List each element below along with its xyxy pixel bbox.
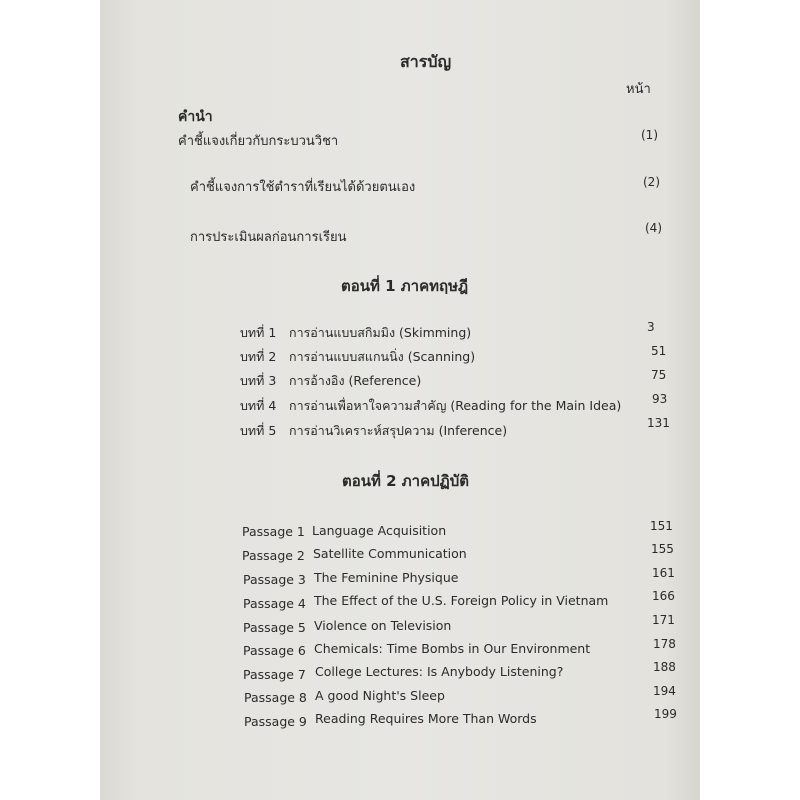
passage-label: Passage 6	[243, 643, 306, 658]
passage-page: 199	[654, 707, 677, 721]
passage-title: Violence on Television	[314, 618, 452, 633]
part1-heading: ตอนที่ 1 ภาคทฤษฎี	[341, 277, 469, 295]
passage-page: 151	[650, 519, 673, 533]
front-matter-title: คำชี้แจงการใช้ตำราที่เรียนได้ด้วยตนเอง	[190, 180, 416, 195]
passage-title: Satellite Communication	[313, 546, 467, 561]
passage-label: Passage 5	[243, 620, 306, 635]
passage-title: Reading Requires More Than Words	[315, 711, 537, 726]
passage-title: A good Night's Sleep	[315, 688, 445, 703]
passage-page: 161	[652, 566, 675, 580]
front-matter-title: คำชี้แจงเกี่ยวกับกระบวนวิชา	[178, 134, 339, 149]
front-matter-page: (1)	[641, 128, 658, 142]
chapter-label: บทที่ 5	[240, 423, 277, 438]
chapter-title: การอ่านแบบสกิมมิง (Skimming)	[289, 325, 472, 340]
passage-label: Passage 3	[243, 572, 306, 587]
page-column-header: หน้า	[626, 82, 651, 97]
passage-label: Passage 7	[243, 667, 306, 682]
foreword-heading: คำนำ	[178, 109, 213, 125]
chapter-label: บทที่ 3	[240, 373, 277, 388]
passage-title: College Lectures: Is Anybody Listening?	[315, 664, 564, 679]
passage-page: 178	[653, 637, 676, 651]
chapter-label: บทที่ 2	[240, 349, 277, 364]
passage-title: The Effect of the U.S. Foreign Policy in Vietnam	[314, 593, 609, 608]
passage-title: The Feminine Physique	[314, 570, 459, 585]
passage-page: 166	[652, 589, 675, 603]
part2-heading: ตอนที่ 2 ภาคปฏิบัติ	[342, 472, 469, 490]
front-matter-page: (2)	[643, 175, 660, 189]
chapter-page: 51	[651, 344, 667, 358]
passage-page: 171	[652, 613, 675, 627]
passage-title: Language Acquisition	[312, 523, 447, 538]
passage-label: Passage 9	[244, 714, 307, 729]
chapter-page: 75	[651, 368, 667, 382]
passage-page: 155	[651, 542, 674, 556]
chapter-label: บทที่ 4	[240, 398, 277, 413]
passage-label: Passage 4	[243, 596, 306, 611]
chapter-title: การอ่านแบบสแกนนิ่ง (Scanning)	[289, 349, 476, 364]
front-matter-page: (4)	[645, 221, 662, 235]
chapter-page: 93	[652, 392, 668, 406]
passage-page: 188	[653, 660, 676, 674]
front-matter-title: การประเมินผลก่อนการเรียน	[190, 230, 347, 245]
chapter-title: การอ้างอิง (Reference)	[289, 373, 422, 388]
chapter-page: 131	[647, 416, 670, 430]
chapter-title: การอ่านวิเคราะห์สรุปความ (Inference)	[289, 423, 508, 438]
chapter-label: บทที่ 1	[240, 325, 277, 340]
passage-label: Passage 1	[242, 524, 305, 539]
passage-label: Passage 8	[244, 690, 307, 705]
toc-title: สารบัญ	[400, 52, 452, 71]
chapter-title: การอ่านเพื่อหาใจความสำคัญ (Reading for the Main Idea)	[289, 398, 622, 413]
passage-title: Chemicals: Time Bombs in Our Environment	[314, 641, 591, 656]
passage-page: 194	[653, 684, 676, 698]
chapter-page: 3	[647, 320, 655, 334]
passage-label: Passage 2	[242, 548, 305, 563]
